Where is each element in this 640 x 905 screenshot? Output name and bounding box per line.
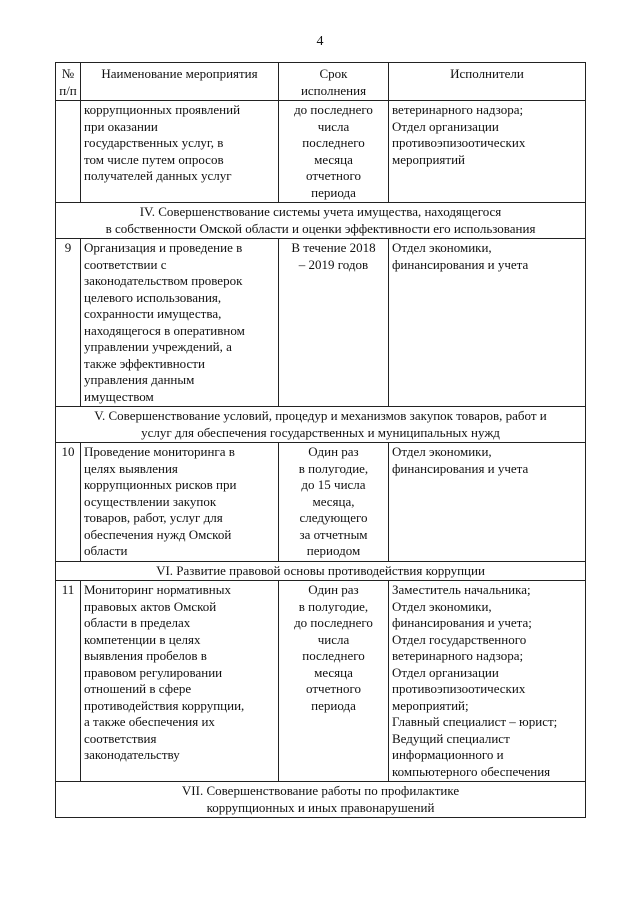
row-number: 10 — [56, 443, 81, 562]
table-row — [56, 443, 586, 562]
row-term: Один раз в полугодие, до 15 числа месяца, следующего за отчетным периодом — [279, 443, 389, 562]
row-executors: Отдел экономики, финансирования и учета — [389, 239, 586, 407]
table-row — [56, 581, 586, 782]
row-term: до последнего числа последнего месяца отчетного периода — [279, 101, 389, 203]
row-measure-name: Проведение мониторинга в целях выявления коррупционных рисков при осуществлении закупок товаров, работ, услуг для обеспечения нужд Омской области — [81, 443, 279, 562]
row-number — [56, 101, 81, 203]
section-heading-row — [56, 407, 586, 443]
row-term: Один раз в полугодие, до последнего числа последнего месяца отчетного периода — [279, 581, 389, 782]
header-measure-name: Наименование мероприятия — [81, 63, 279, 101]
section-heading: VII. Совершенствование работы по профилактике коррупционных и иных правонарушений — [56, 782, 586, 818]
row-term: В течение 2018 – 2019 годов — [279, 239, 389, 407]
header-number: № п/п — [56, 63, 81, 101]
table-row — [56, 101, 586, 203]
section-heading-row — [56, 782, 586, 818]
section-heading: V. Совершенствование условий, процедур и механизмов закупок товаров, работ и услуг для обеспечения государственных и муниципальных нужд — [56, 407, 586, 443]
header-term: Срок исполнения — [279, 63, 389, 101]
row-measure-name: Организация и проведение в соответствии с законодательством проверок целевого использования, сохранности имущества, находящегося в оперативном управлении учреждений, а также эффективности управления данным имуществом — [81, 239, 279, 407]
row-measure-name: коррупционных проявлений при оказании государственных услуг, в том числе путем опросов получателей данных услуг — [81, 101, 279, 203]
row-number: 11 — [56, 581, 81, 782]
row-executors: Заместитель начальника; Отдел экономики, финансирования и учета; Отдел государственного ветеринарного надзора; Отдел организации противоэпизоотических мероприятий; Главный специалист – юрист; Ведущий специалист информационного и компьютерного обеспечения — [389, 581, 586, 782]
section-heading-row — [56, 203, 586, 239]
section-heading: IV. Совершенствование системы учета имущества, находящегося в собственности Омской области и оценки эффективности его использования — [56, 203, 586, 239]
header-executors: Исполнители — [389, 63, 586, 101]
page-number: 4 — [316, 34, 324, 49]
table-header-row — [56, 63, 586, 101]
section-heading: VI. Развитие правовой основы противодействия коррупции — [56, 561, 586, 581]
row-measure-name: Мониторинг нормативных правовых актов Омской области в пределах компетенции в целях выявления пробелов в правовом регулировании отношений в сфере противодействия коррупции, а также обеспечения их соответствия законодательству — [81, 581, 279, 782]
table-row — [56, 239, 586, 407]
measures-table — [55, 62, 586, 818]
row-number: 9 — [56, 239, 81, 407]
section-heading-row — [56, 561, 586, 581]
row-executors: Отдел экономики, финансирования и учета — [389, 443, 586, 562]
row-executors: ветеринарного надзора; Отдел организации противоэпизоотических мероприятий — [389, 101, 586, 203]
